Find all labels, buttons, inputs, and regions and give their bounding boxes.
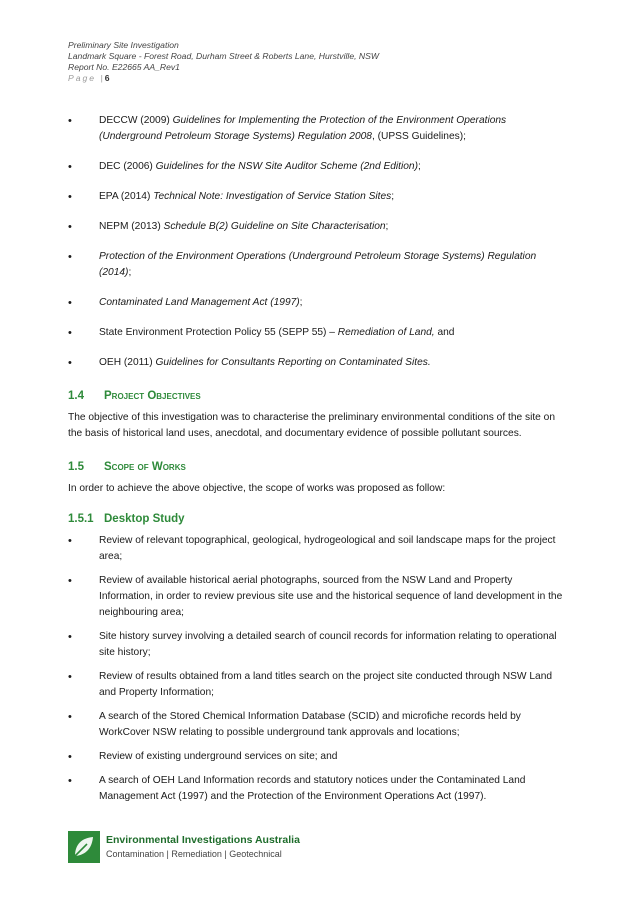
list-item: • A search of the Stored Chemical Information Database (SCID) and microfiche records held by WorkCover NSW relating to possible underground tank approvals and locations; xyxy=(68,711,521,738)
bullet-icon: • xyxy=(68,327,72,339)
page-number: 6 xyxy=(104,73,110,83)
desktop-study-list xyxy=(68,533,568,805)
heading-desktop-study xyxy=(68,511,568,527)
reference-list xyxy=(68,113,568,371)
scope-paragraph: In order to achieve the above objective, the scope of works was proposed as follow: xyxy=(68,483,446,494)
list-item: • A search of OEH Land Information records and statutory notices under the Contaminated Land Management Act (1997) and the Protection of the Environment Operations Act (1997). xyxy=(68,775,526,802)
header-site: Landmark Square - Forest Road, Durham Street & Roberts Lane, Hurstville, NSW xyxy=(68,51,379,61)
section-title: Scope of Works xyxy=(104,461,186,473)
reference-item: • DECCW (2009) Guidelines for Implementing the Protection of the Environment Operations (Underground Petroleum Storage Systems) Regulation 2008, (UPSS Guidelines); xyxy=(68,115,507,142)
header-report-number: Report No. E22665 AA_Rev1 xyxy=(68,62,180,72)
reference-item: • DEC (2006) Guidelines for the NSW Site Auditor Scheme (2nd Edition); xyxy=(68,161,421,173)
reference-item: • State Environment Protection Policy 55 (SEPP 55) – Remediation of Land, and xyxy=(68,327,455,339)
page-header xyxy=(68,40,379,84)
bullet-icon: • xyxy=(68,711,72,723)
page-body xyxy=(68,113,568,805)
section-number: 1.5 xyxy=(68,461,84,473)
company-tagline: Contamination | Remediation | Geotechnical xyxy=(106,849,282,859)
bullet-icon: • xyxy=(68,575,72,587)
bullet-icon: • xyxy=(68,251,72,263)
bullet-icon: • xyxy=(68,191,72,203)
list-item: • Review of available historical aerial photographs, sourced from the NSW Land and Property Information, in order to review previous site use and the historical sequence of land development in the neighbouring area; xyxy=(68,575,563,618)
list-item: • Review of results obtained from a land titles search on the project site conducted through NSW Land and Property Information; xyxy=(68,671,553,698)
list-item: • Review of relevant topographical, geological, hydrogeological and soil landscape maps for the project area; xyxy=(68,535,556,562)
bullet-icon: • xyxy=(68,751,72,763)
bullet-icon: • xyxy=(68,631,72,643)
header-page xyxy=(68,73,379,84)
company-name: Environmental Investigations Australia xyxy=(106,834,300,846)
objectives-paragraph: The objective of this investigation was to characterise the preliminary environmental conditions of the site on the basis of historical land uses, anecdotal, and documentary evidence of possible pollutant sources. xyxy=(68,412,555,439)
reference-item: • EPA (2014) Technical Note: Investigation of Service Station Sites; xyxy=(68,191,395,203)
leaf-logo-icon xyxy=(68,831,100,863)
list-item: • Review of existing underground services on site; and xyxy=(68,751,338,763)
section-title: Project Objectives xyxy=(104,390,201,402)
bullet-icon: • xyxy=(68,535,72,547)
bullet-icon: • xyxy=(68,775,72,787)
reference-item: • Protection of the Environment Operations (Underground Petroleum Storage Systems) Regulation (2014); xyxy=(68,251,537,278)
bullet-icon: • xyxy=(68,297,72,309)
reference-item: • Contaminated Land Management Act (1997); xyxy=(68,297,303,309)
page-label: Page | xyxy=(68,73,105,83)
reference-item: • NEPM (2013) Schedule B(2) Guideline on Site Characterisation; xyxy=(68,221,389,233)
list-item: • Site history survey involving a detailed search of council records for information relating to operational site history; xyxy=(68,631,557,658)
bullet-icon: • xyxy=(68,115,72,127)
bullet-icon: • xyxy=(68,671,72,683)
page-footer xyxy=(68,831,300,863)
heading-scope-of-works xyxy=(68,459,568,475)
bullet-icon: • xyxy=(68,357,72,369)
section-number: 1.4 xyxy=(68,390,84,402)
header-title: Preliminary Site Investigation xyxy=(68,40,179,50)
reference-item: • OEH (2011) Guidelines for Consultants Reporting on Contaminated Sites. xyxy=(68,357,431,369)
section-number: 1.5.1 xyxy=(68,513,94,525)
heading-project-objectives xyxy=(68,388,568,404)
bullet-icon: • xyxy=(68,221,72,233)
section-title: Desktop Study xyxy=(104,513,185,525)
bullet-icon: • xyxy=(68,161,72,173)
